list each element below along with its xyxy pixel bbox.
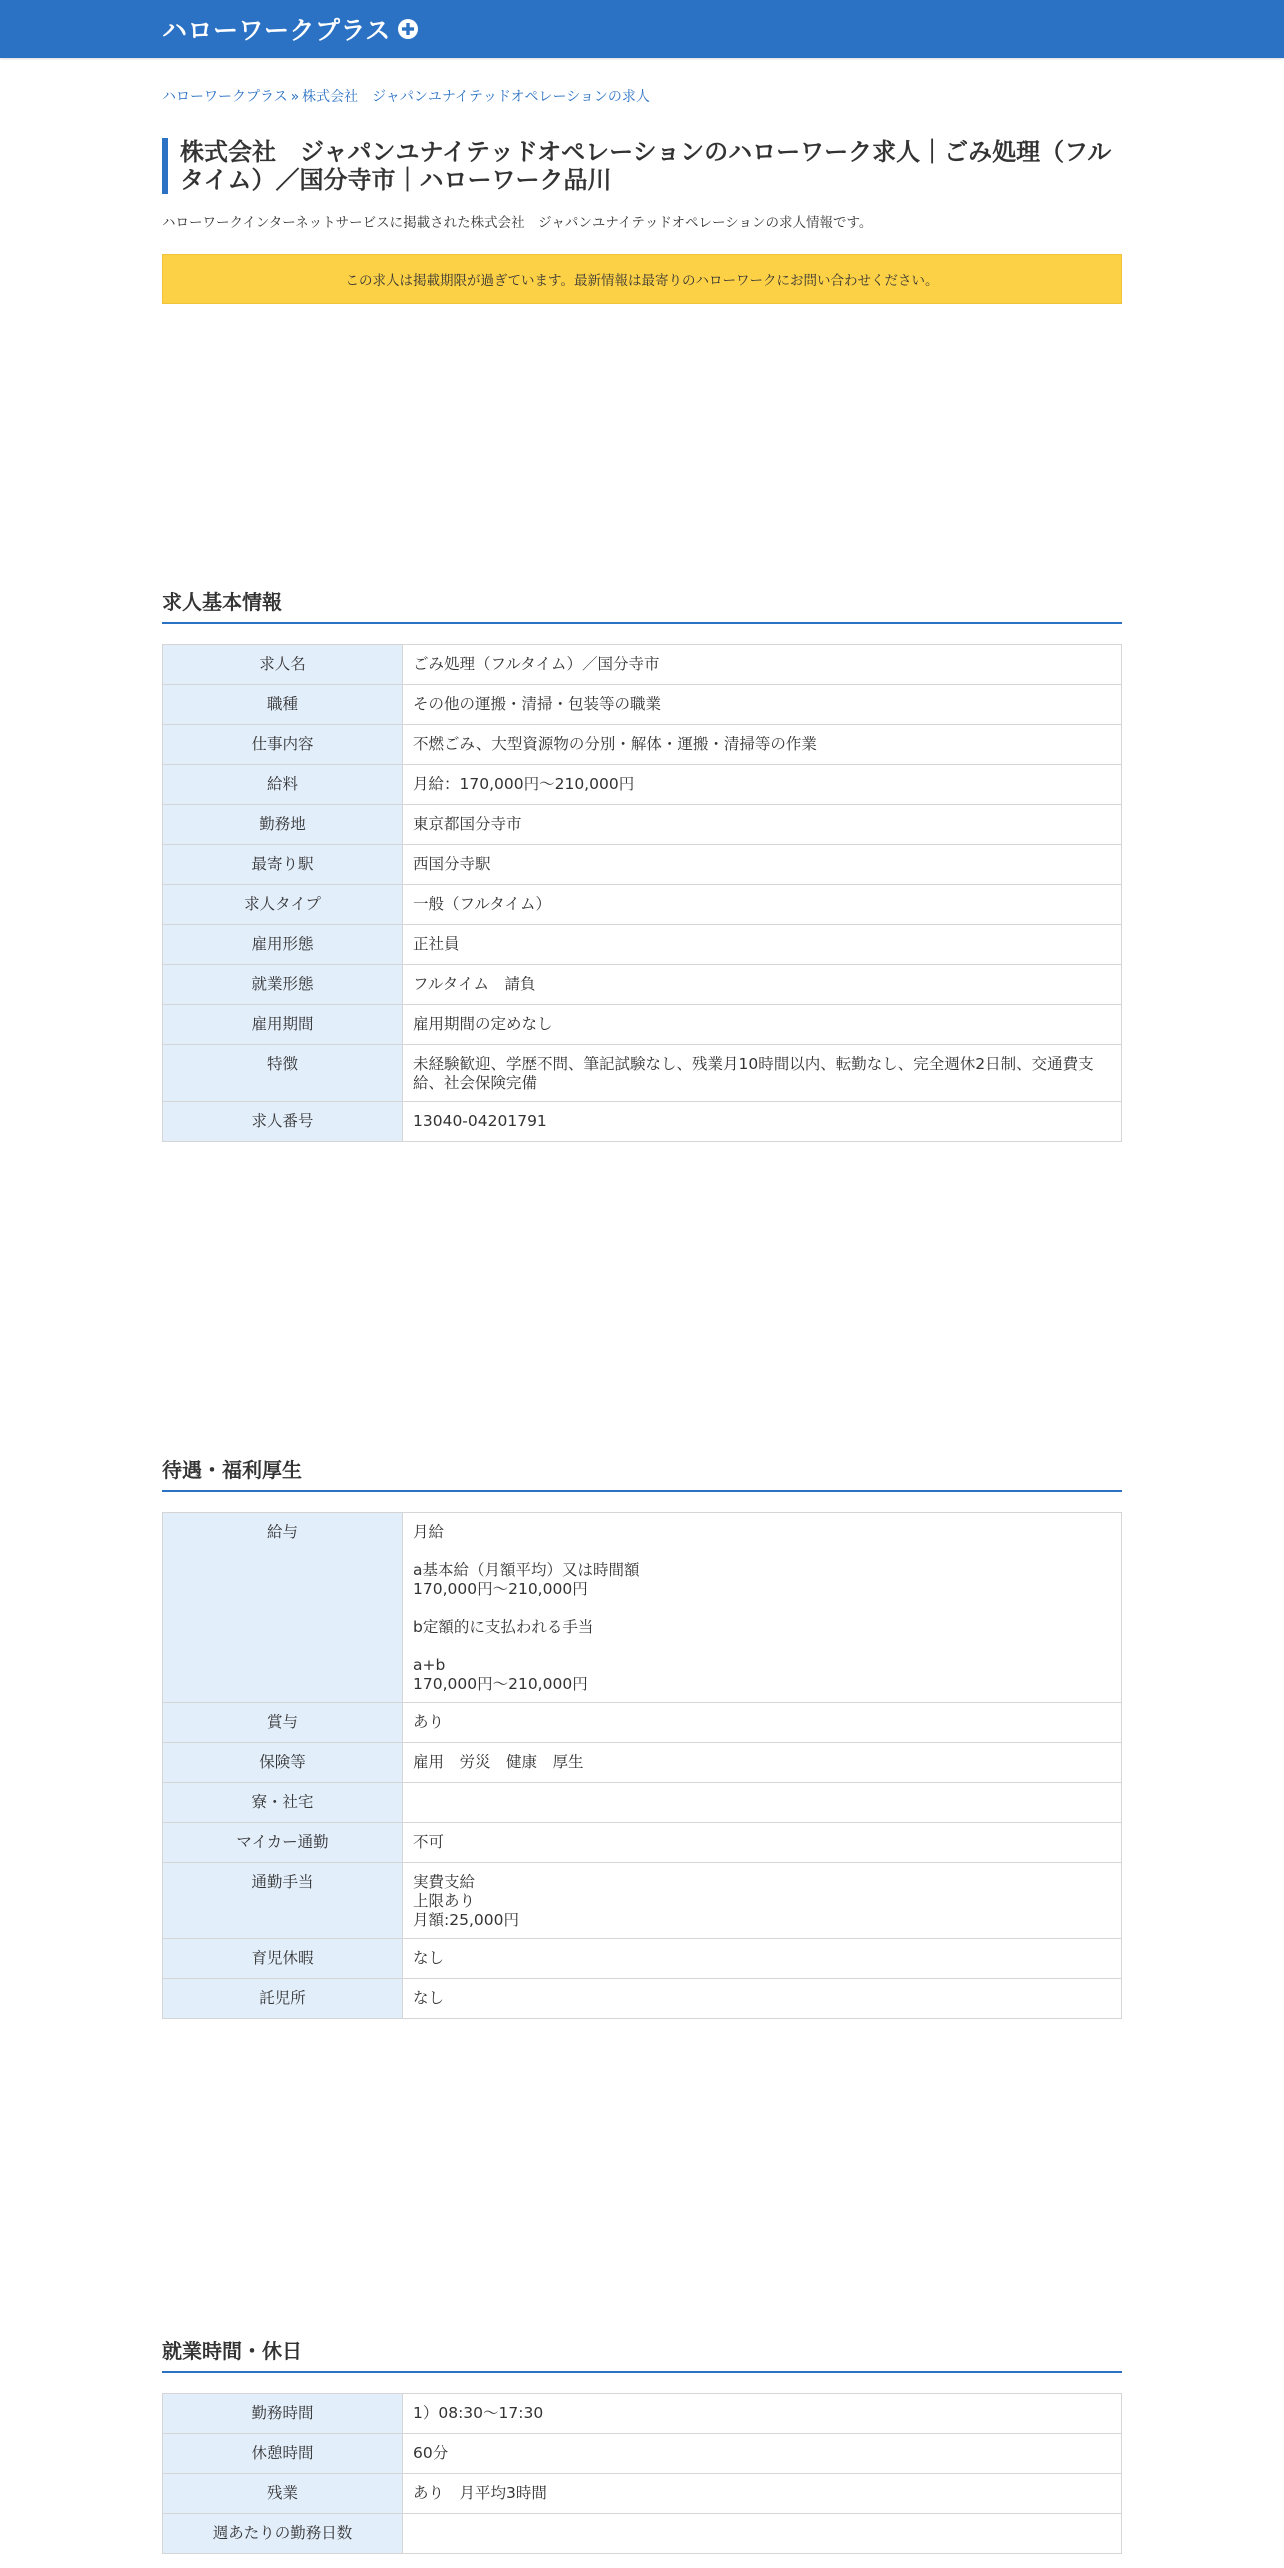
row-value: 西国分寺駅 <box>403 845 1122 885</box>
row-label: 就業形態 <box>163 965 403 1005</box>
row-value: 雇用期間の定めなし <box>403 1005 1122 1045</box>
table-row <box>163 765 1122 805</box>
row-value: あり <box>403 1703 1122 1743</box>
row-value: ごみ処理（フルタイム）／国分寺市 <box>403 645 1122 685</box>
row-label: 寮・社宅 <box>163 1783 403 1823</box>
page-title: 株式会社 ジャパンユナイテッドオペレーションのハローワーク求人｜ごみ処理（フルタイム）／国分寺市｜ハローワーク品川 <box>162 138 1122 194</box>
row-value: 60分 <box>403 2434 1122 2474</box>
row-label: 雇用形態 <box>163 925 403 965</box>
table-row <box>163 645 1122 685</box>
row-label: 求人番号 <box>163 1102 403 1142</box>
row-label: 通勤手当 <box>163 1863 403 1939</box>
ad-space <box>162 2019 1122 2339</box>
row-value: 月給 a基本給（月額平均）又は時間額 170,000円～210,000円 b定額的に支払われる手当 a+b 170,000円～210,000円 <box>403 1513 1122 1703</box>
row-value: 不燃ごみ、大型資源物の分別・解体・運搬・清掃等の作業 <box>403 725 1122 765</box>
basic-info-table <box>162 644 1122 1142</box>
row-label: 職種 <box>163 685 403 725</box>
row-label: 休憩時間 <box>163 2434 403 2474</box>
row-value: 月給：170,000円～210,000円 <box>403 765 1122 805</box>
breadcrumb <box>162 88 1122 108</box>
row-value: 不可 <box>403 1823 1122 1863</box>
main-content <box>162 88 1122 2554</box>
row-label: 最寄り駅 <box>163 845 403 885</box>
row-label: 賞与 <box>163 1703 403 1743</box>
row-value: 1）08:30～17:30 <box>403 2394 1122 2434</box>
section-title-hours: 就業時間・休日 <box>162 2339 1122 2373</box>
row-label: 仕事内容 <box>163 725 403 765</box>
row-label: 週あたりの勤務日数 <box>163 2514 403 2554</box>
table-row <box>163 2394 1122 2434</box>
table-row <box>163 1939 1122 1979</box>
table-row <box>163 1045 1122 1102</box>
section-title-basic: 求人基本情報 <box>162 590 1122 624</box>
table-row <box>163 2514 1122 2554</box>
ad-space <box>162 1142 1122 1458</box>
table-row <box>163 1005 1122 1045</box>
row-value: 13040-04201791 <box>403 1102 1122 1142</box>
table-row <box>163 1783 1122 1823</box>
hours-table <box>162 2393 1122 2554</box>
table-row <box>163 1102 1122 1142</box>
row-label: 勤務地 <box>163 805 403 845</box>
table-row <box>163 2474 1122 2514</box>
section-title-welfare: 待遇・福利厚生 <box>162 1458 1122 1492</box>
expired-notice: この求人は掲載期限が過ぎています。最新情報は最寄りのハローワークにお問い合わせください。 <box>162 254 1122 304</box>
plus-circle-icon <box>397 18 419 40</box>
table-row <box>163 2434 1122 2474</box>
row-value: フルタイム 請負 <box>403 965 1122 1005</box>
row-label: 給料 <box>163 765 403 805</box>
table-row <box>163 885 1122 925</box>
table-row <box>163 925 1122 965</box>
row-label: 保険等 <box>163 1743 403 1783</box>
table-row <box>163 805 1122 845</box>
table-row <box>163 1823 1122 1863</box>
row-value: あり 月平均3時間 <box>403 2474 1122 2514</box>
row-value: 未経験歓迎、学歴不問、筆記試験なし、残業月10時間以内、転勤なし、完全週休2日制、交通費支給、社会保険完備 <box>403 1045 1122 1102</box>
basic-info-section <box>162 590 1122 1142</box>
row-label: 託児所 <box>163 1979 403 2019</box>
row-label: 求人タイプ <box>163 885 403 925</box>
row-value: 東京都国分寺市 <box>403 805 1122 845</box>
row-label: 雇用期間 <box>163 1005 403 1045</box>
table-row <box>163 1979 1122 2019</box>
table-row <box>163 1743 1122 1783</box>
table-row <box>163 725 1122 765</box>
row-label: 特徴 <box>163 1045 403 1102</box>
logo-text: ハローワークプラス <box>162 16 391 45</box>
hours-section <box>162 2339 1122 2554</box>
breadcrumb-separator: » <box>290 89 300 105</box>
row-value: なし <box>403 1979 1122 2019</box>
row-value: 雇用 労災 健康 厚生 <box>403 1743 1122 1783</box>
site-logo[interactable] <box>162 11 419 47</box>
row-value <box>403 2514 1122 2554</box>
header-inner <box>162 0 1122 58</box>
table-row <box>163 845 1122 885</box>
row-value: 一般（フルタイム） <box>403 885 1122 925</box>
table-row <box>163 965 1122 1005</box>
table-row <box>163 1703 1122 1743</box>
table-row <box>163 685 1122 725</box>
row-value: なし <box>403 1939 1122 1979</box>
row-label: マイカー通勤 <box>163 1823 403 1863</box>
row-label: 育児休暇 <box>163 1939 403 1979</box>
row-value: 実費支給 上限あり 月額:25,000円 <box>403 1863 1122 1939</box>
breadcrumb-home-link[interactable]: ハローワークプラス <box>162 89 288 105</box>
row-label: 求人名 <box>163 645 403 685</box>
table-row <box>163 1863 1122 1939</box>
ad-space <box>162 304 1122 590</box>
welfare-table <box>162 1512 1122 2019</box>
row-label: 残業 <box>163 2474 403 2514</box>
row-value: その他の運搬・清掃・包装等の職業 <box>403 685 1122 725</box>
welfare-section <box>162 1458 1122 2019</box>
breadcrumb-company-link[interactable]: 株式会社 ジャパンユナイテッドオペレーションの求人 <box>302 89 650 105</box>
table-row <box>163 1513 1122 1703</box>
row-value: 正社員 <box>403 925 1122 965</box>
site-header <box>0 0 1284 58</box>
row-label: 勤務時間 <box>163 2394 403 2434</box>
intro-text: ハローワークインターネットサービスに掲載された株式会社 ジャパンユナイテッドオペレーションの求人情報です。 <box>162 214 873 231</box>
row-label: 給与 <box>163 1513 403 1703</box>
row-value <box>403 1783 1122 1823</box>
